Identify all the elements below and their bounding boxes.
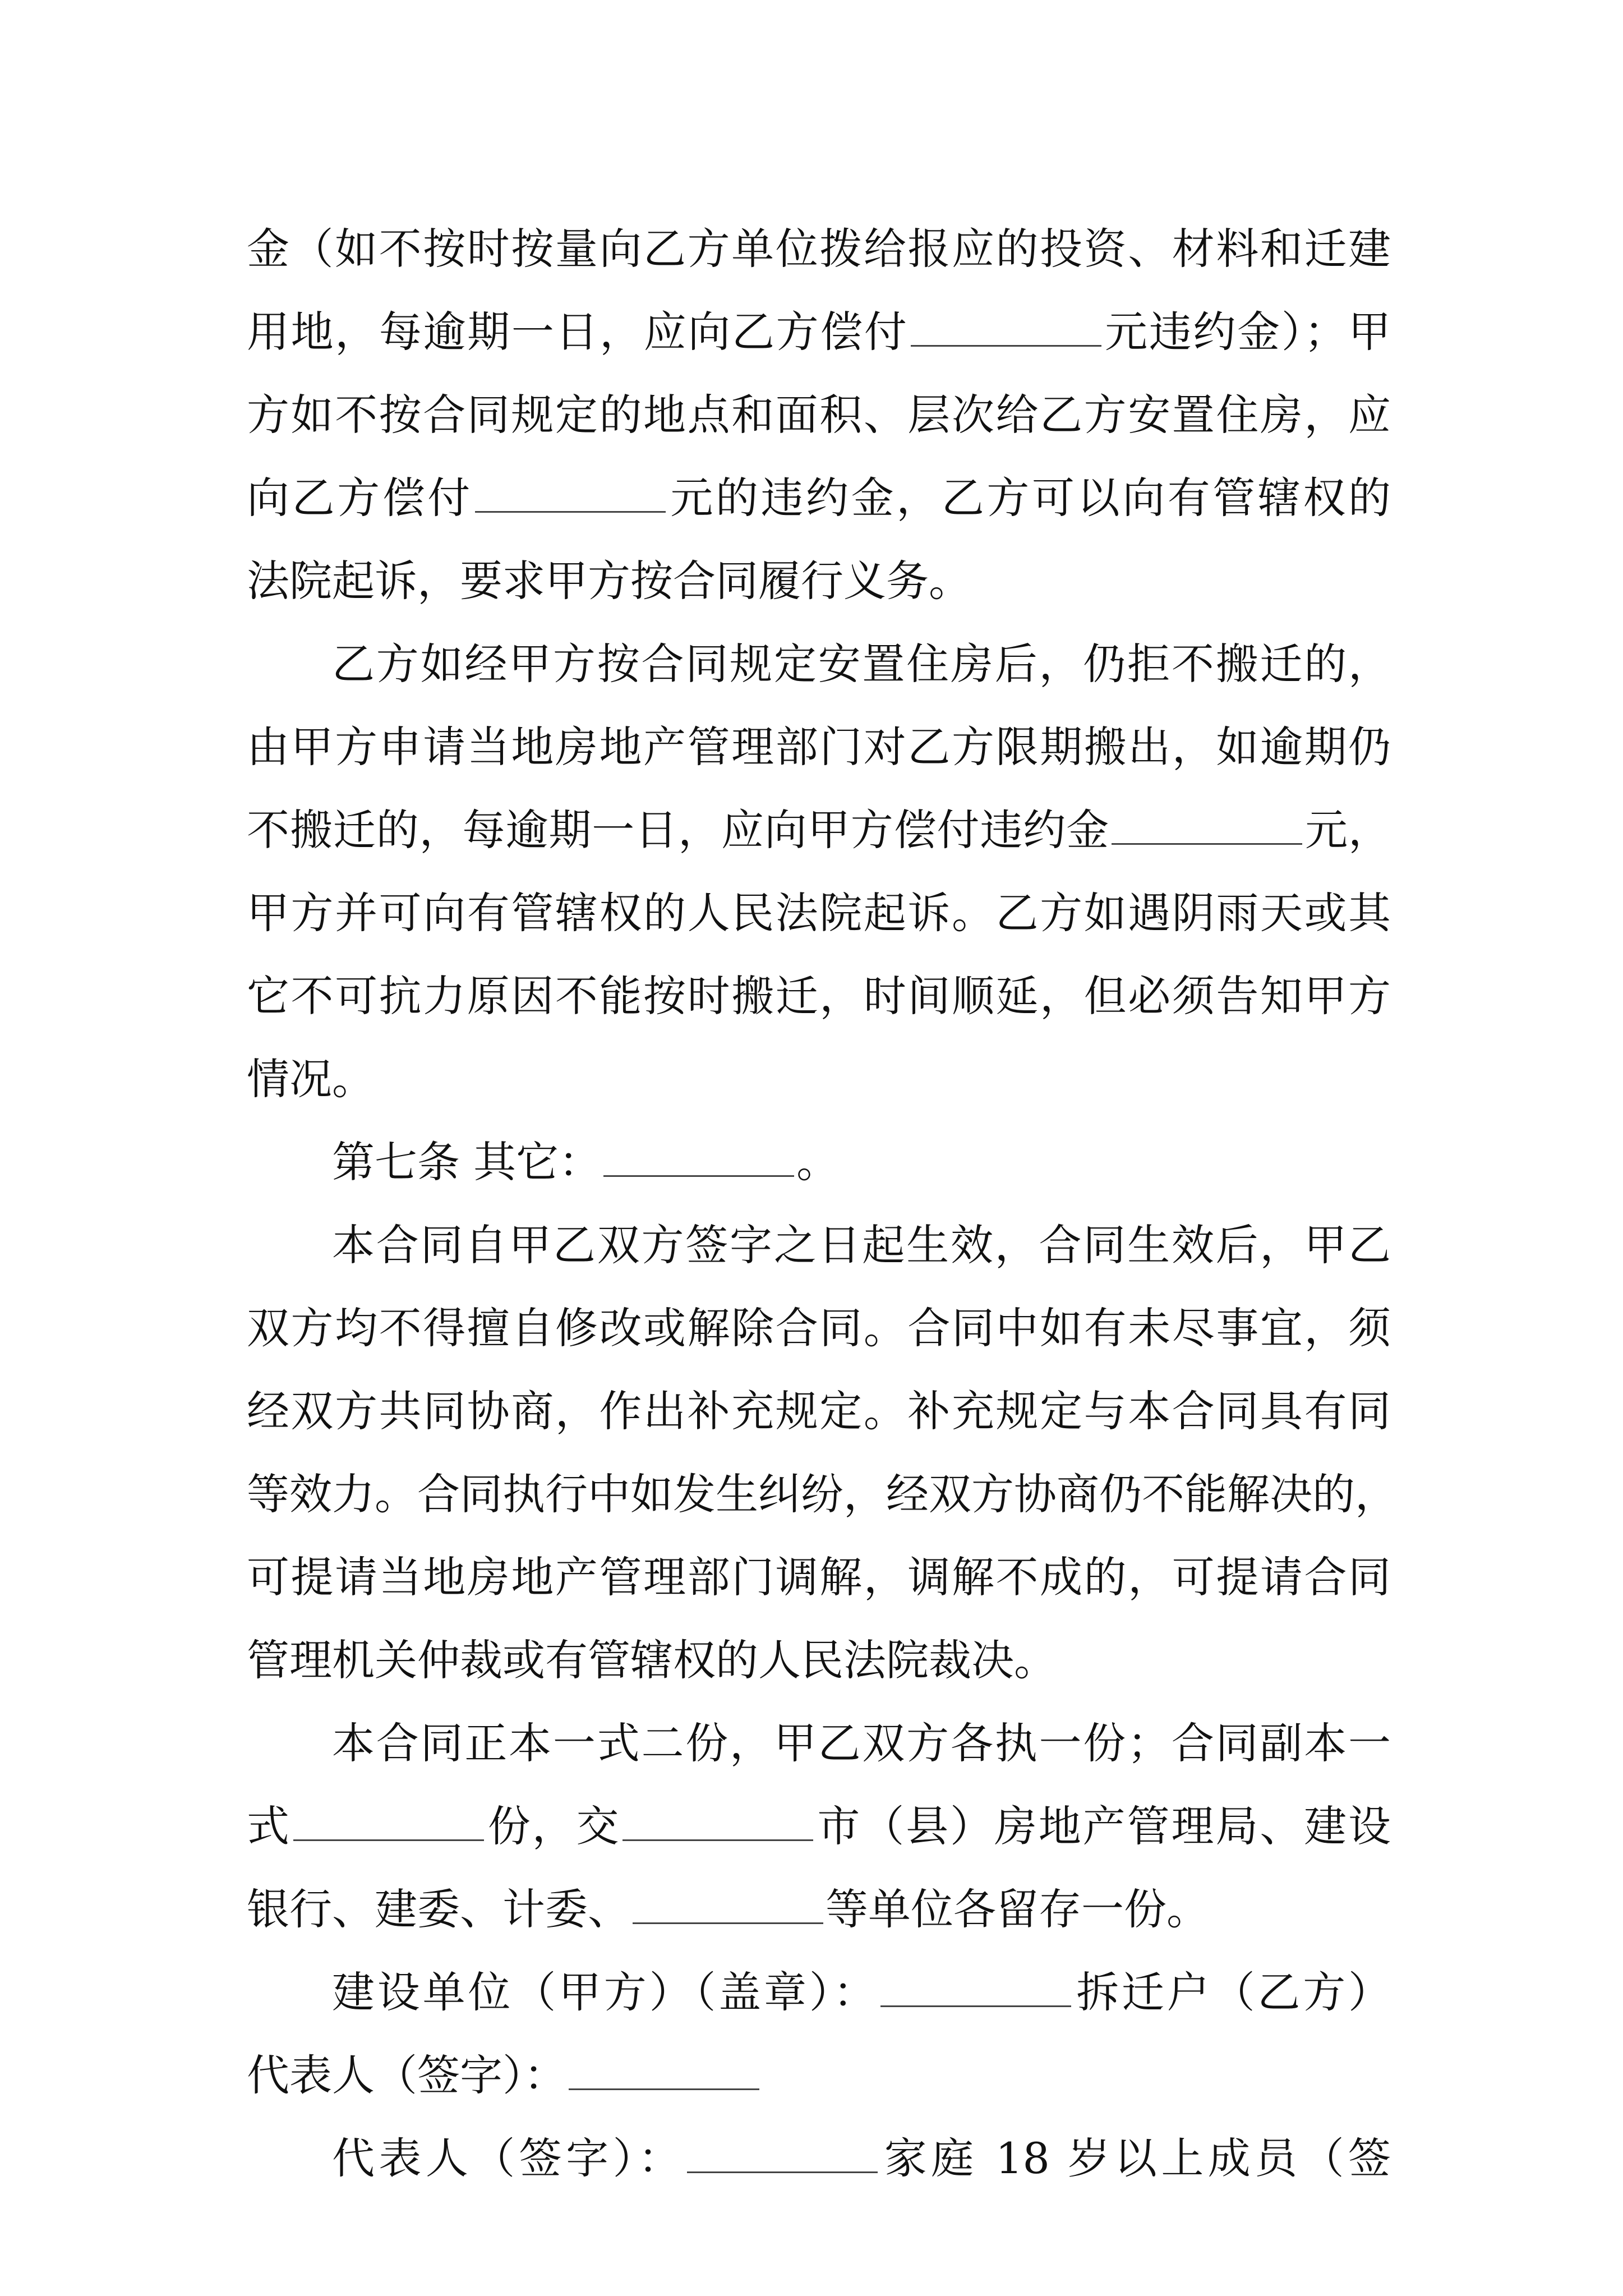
text-segment: 元的违约金，乙方可以向有管辖权的	[667, 473, 1391, 523]
text-segment: 代表人（签字）：	[247, 2050, 566, 2100]
fill-in-blank[interactable]	[633, 1889, 823, 1924]
fill-in-blank[interactable]	[1112, 809, 1302, 845]
text-segment: 式	[247, 1801, 291, 1851]
text-line	[247, 789, 1391, 872]
text-segment: 家庭 18 岁以上成员（签	[880, 2133, 1391, 2183]
text-line: 等效力。合同执行中如发生纠纷，经双方协商仍不能解决的，	[247, 1469, 1398, 1519]
text-line: 可提请当地房地产管理部门调解，调解不成的，可提请合同	[247, 1552, 1391, 1602]
text-line: 乙方如经甲方按合同规定安置住房后，仍拒不搬迁的，	[332, 639, 1391, 689]
signature-line	[247, 2117, 1391, 2200]
text-line: 经双方共同协商，作出补充规定。补充规定与本合同具有同	[247, 1386, 1391, 1436]
text-line	[247, 1785, 1391, 1868]
text-segment: 市（县）房地产管理局、建设	[815, 1801, 1391, 1851]
fill-in-blank[interactable]	[475, 477, 666, 513]
text-line: 甲方并可向有管辖权的人民法院起诉。乙方如遇阴雨天或其	[247, 888, 1391, 938]
text-segment: 等单位各留存一份。	[826, 1884, 1209, 1934]
text-line: 管理机关仲裁或有管辖权的人民法院裁决。	[247, 1635, 1057, 1685]
text-line: 金（如不按时按量向乙方单位拨给报应的投资、材料和迁建	[247, 224, 1391, 274]
text-segment: 份，交	[486, 1801, 621, 1851]
text-segment: 代表人（签字）：	[332, 2133, 685, 2183]
text-line: 方如不按合同规定的地点和面积、层次给乙方安置住房，应	[247, 390, 1391, 440]
text-segment: 拆迁户（乙方）	[1073, 1967, 1391, 2017]
text-line: 本合同自甲乙双方签字之日起生效，合同生效后，甲乙	[332, 1220, 1391, 1270]
text-line: 情况。	[247, 1054, 375, 1104]
text-line	[247, 291, 1391, 374]
article-7-line	[247, 1121, 1391, 1204]
text-segment: 元违约金）；甲	[1103, 307, 1391, 357]
text-line: 法院起诉，要求甲方按合同履行义务。	[247, 556, 971, 606]
document-page	[247, 208, 1398, 2200]
fill-in-blank[interactable]	[911, 311, 1101, 347]
text-line: 双方均不得擅自修改或解除合同。合同中如有未尽事宜，须	[247, 1303, 1391, 1353]
text-segment: 银行、建委、计委、	[247, 1884, 630, 1934]
text-segment: 。	[796, 1137, 840, 1187]
fill-in-blank[interactable]	[623, 1806, 813, 1841]
text-line	[247, 1868, 1391, 1951]
text-segment: 建设单位（甲方）（盖章）：	[332, 1967, 879, 2017]
text-line: 它不可抗力原因不能按时搬迁，时间顺延，但必须告知甲方	[247, 971, 1391, 1021]
text-segment: 向乙方偿付	[247, 473, 473, 523]
fill-in-blank[interactable]	[687, 2138, 878, 2173]
text-line	[247, 457, 1391, 540]
fill-in-blank[interactable]	[569, 2055, 759, 2090]
signature-line	[247, 2034, 1391, 2117]
text-segment: 元，	[1304, 805, 1391, 855]
text-segment: 第七条 其它：	[332, 1137, 602, 1187]
text-segment: 用地，每逾期一日，应向乙方偿付	[247, 307, 909, 357]
fill-in-blank[interactable]	[880, 1972, 1071, 2007]
fill-in-blank[interactable]	[293, 1806, 484, 1841]
signature-line	[247, 1951, 1391, 2034]
text-segment: 不搬迁的，每逾期一日，应向甲方偿付违约金	[247, 805, 1110, 855]
fill-in-blank[interactable]	[603, 1142, 794, 1177]
text-line: 由甲方申请当地房地产管理部门对乙方限期搬出，如逾期仍	[247, 722, 1391, 772]
text-line: 本合同正本一式二份，甲乙双方各执一份；合同副本一	[332, 1718, 1391, 1768]
